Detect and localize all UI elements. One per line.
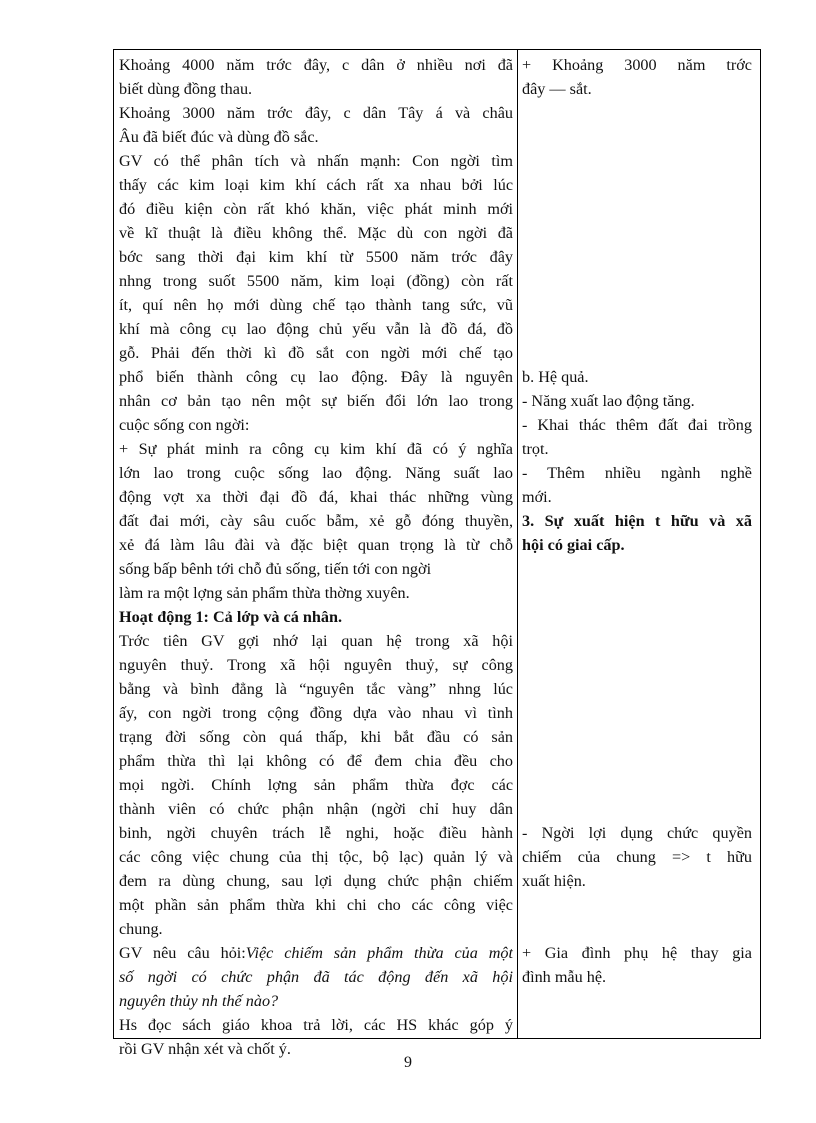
left-text-line: trạng đời sống còn quá thấp, khi bắt đầu có sản — [119, 728, 513, 746]
right-text-line: mới. — [522, 488, 552, 506]
left-text-line: gỗ. Phải đến thời kì đồ sắt con ngời mới chế tạo — [119, 344, 513, 362]
left-text-line: GV có thể phân tích và nhấn mạnh: Con ngời tìm — [119, 152, 513, 170]
left-text-line: mọi ngời. Chính lợng sản phẩm thừa đợc các — [119, 776, 513, 794]
left-text-line: bớc sang thời đại kim khí từ 5500 năm trớc đây — [119, 248, 513, 266]
left-text-line: về kĩ thuật là điều không thể. Mặc dù con ngời đã — [119, 224, 513, 242]
left-text-line: một phần sản phẩm thừa khi chi cho các công việc — [119, 896, 513, 914]
left-text-line: động vợt xa thời đại đồ đá, khai thác những vùng — [119, 488, 513, 506]
left-text-line: số ngời có chức phận đã tác động đến xã hội — [119, 968, 513, 986]
question-prefix: GV nêu câu hỏi: — [119, 944, 246, 962]
left-text-line: nhng trong suốt 5500 năm, kim loại (đồng) còn rất — [119, 272, 513, 290]
content-column — [518, 50, 760, 1038]
right-text-line: - Khai thác thêm đất đai trồng — [522, 416, 752, 434]
right-text-line: - Ngời lợi dụng chức quyền — [522, 824, 752, 842]
left-text-line: Âu đã biết đúc và dùng đồ sắc. — [119, 128, 319, 146]
content-table — [113, 49, 761, 1058]
question-text: Việc chiếm sản phẩm thừa của một — [245, 944, 513, 962]
right-text-line: đình mẫu hệ. — [522, 968, 607, 986]
right-text-line: - Thêm nhiều ngành nghề — [522, 464, 752, 482]
right-text-line: chiếm của chung => t hữu — [522, 848, 752, 866]
left-text-line: lớn lao trong cuộc sống lao động. Năng suất lao — [119, 464, 513, 482]
page-number: 9 — [404, 1054, 412, 1071]
right-text-line: - Năng xuất lao động tăng. — [522, 392, 695, 410]
left-text-line: nguyên thuỷ. Trong xã hội nguyên thuỷ, sự công — [119, 656, 513, 674]
right-text-line: xuất hiện. — [522, 872, 586, 890]
left-text-line: khí mà công cụ lao động chủ yếu vẫn là đồ đá, đồ — [119, 320, 513, 338]
left-text-line: sống bấp bênh tới chỗ đủ sống, tiến tới con ngời — [119, 560, 432, 578]
left-text-line: đem ra dùng chung, sau lợi dụng chức phận chiếm — [119, 872, 513, 890]
right-text-line: hội có giai cấp. — [522, 536, 625, 554]
left-text-line: rồi GV nhận xét và chốt ý. — [119, 1040, 291, 1058]
left-text-line: xẻ đá làm lâu đài và đặc biệt quan trọng là từ chỗ — [119, 536, 513, 554]
right-text-line: đây — sắt. — [522, 80, 592, 98]
left-text-line: chung. — [119, 920, 163, 938]
right-text-line: b. Hệ quả. — [522, 368, 589, 386]
left-text-line: Khoảng 4000 năm trớc đây, c dân ở nhiều nơi đã — [119, 56, 513, 74]
right-text-line: + Khoảng 3000 năm trớc — [522, 56, 752, 74]
left-text-line: phẩm thừa thì lại không có để đem chia đều cho — [119, 752, 513, 770]
left-text-line: Trớc tiên GV gợi nhớ lại quan hệ trong xã hội — [119, 632, 513, 650]
left-text-line: binh, ngời chuyên trách lễ nghi, hoặc điều hành — [119, 824, 513, 842]
left-text-line: biết dùng đồng thau. — [119, 80, 253, 98]
left-text-line: Khoảng 3000 năm trớc đây, c dân Tây á và châu — [119, 104, 513, 122]
left-text-line: + Sự phát minh ra công cụ kim khí đã có ý nghĩa — [119, 440, 513, 458]
left-text-line — [119, 941, 513, 965]
activity-column — [114, 50, 518, 1058]
left-text-line: đó điều kiện còn rất khó khăn, việc phát minh mới — [119, 200, 513, 218]
right-text-line: 3. Sự xuất hiện t hữu và xã — [522, 512, 752, 530]
left-text-line: Hoạt động 1: Cả lớp và cá nhân. — [119, 608, 343, 626]
left-text-line: phổ biến thành công cụ lao động. Đây là nguyên — [119, 368, 513, 386]
left-text-line: thấy các kim loại kim khí cách rất xa nhau bởi lúc — [119, 176, 513, 194]
left-text-line: đất đai mới, cày sâu cuốc bẫm, xẻ gỗ đóng thuyền, — [119, 512, 513, 530]
left-text-line: ấy, con ngời trong cộng đồng dựa vào nhau vì tình — [119, 704, 513, 722]
left-text-line: thành viên có chức phận nhận (ngời chỉ huy dân — [119, 800, 513, 818]
left-text-line: bằng và bình đẳng là “nguyên tắc vàng” nhng lúc — [119, 680, 513, 698]
left-text-line: cuộc sống con ngời: — [119, 416, 250, 434]
right-text-line: + Gia đình phụ hệ thay gia — [522, 944, 752, 962]
left-text-line: Hs đọc sách giáo khoa trả lời, các HS khác góp ý — [119, 1016, 513, 1034]
left-text-line: nguyên thủy nh thế nào? — [119, 992, 279, 1010]
left-text-line: ít, quí nên họ mới dùng chế tạo thành tang sức, vũ — [119, 296, 513, 314]
left-text-line: làm ra một lợng sản phẩm thừa thờng xuyên. — [119, 584, 410, 602]
left-text-line: các công việc chung của thị tộc, bộ lạc) quản lý và — [119, 848, 513, 866]
right-text-line: trọt. — [522, 440, 549, 458]
left-text-line: nhân cơ bản tạo nên một sự biến đổi lớn lao trong — [119, 392, 513, 410]
